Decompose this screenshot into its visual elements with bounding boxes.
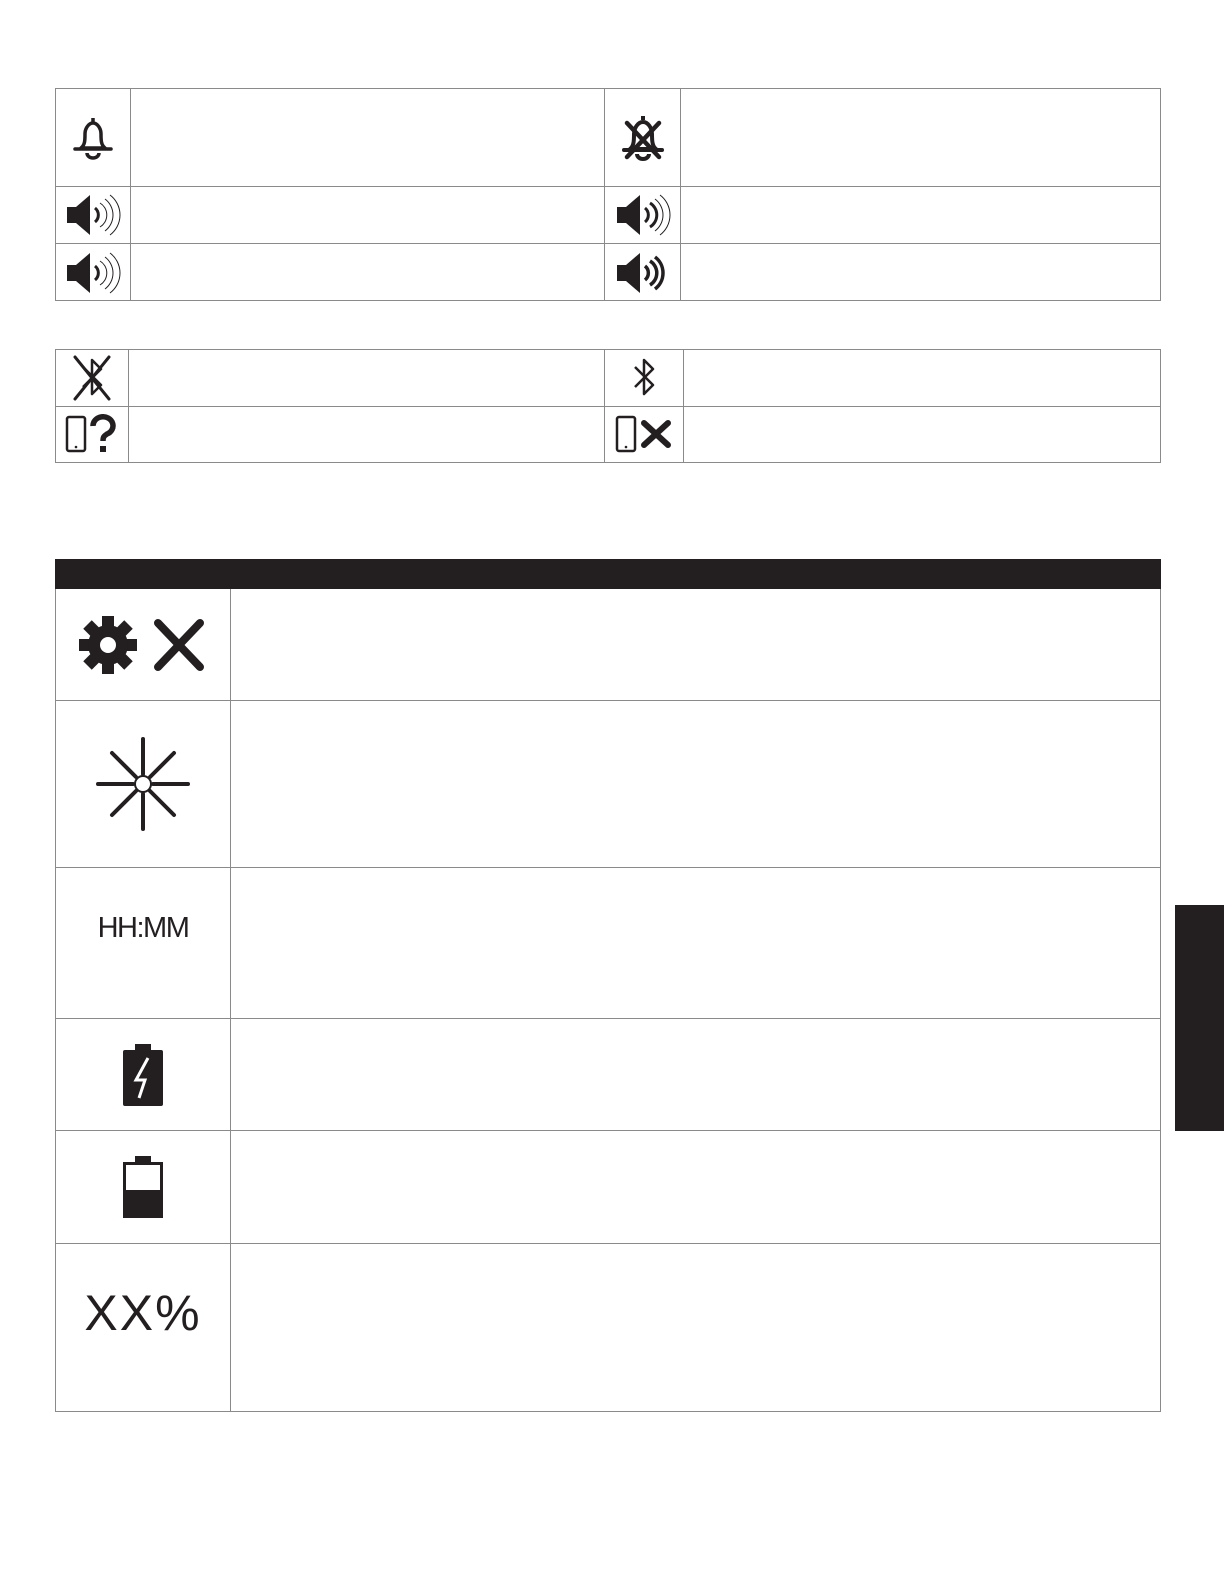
settings-cancel-icon — [56, 590, 230, 700]
speaker-volume-4-icon — [605, 244, 680, 301]
flash-burst-icon — [56, 701, 230, 867]
percent-readout-icon — [56, 1244, 230, 1412]
table-divider — [130, 88, 131, 301]
phone-x-icon — [605, 407, 683, 463]
section-thumb-tab — [1175, 905, 1224, 1131]
bluetooth-on-icon — [605, 350, 683, 406]
percent-readout-label: XX% — [84, 1285, 202, 1341]
speaker-volume-1-icon — [56, 187, 130, 243]
time-format-label: HH:MM — [97, 912, 189, 944]
bell-icon — [56, 89, 130, 186]
table-divider — [230, 589, 231, 1412]
battery-half-icon — [56, 1131, 230, 1243]
bluetooth-off-icon — [56, 350, 128, 406]
table-divider — [680, 88, 681, 301]
bell-muted-icon — [605, 89, 680, 186]
speaker-volume-3-icon — [56, 244, 130, 301]
battery-charging-icon — [56, 1019, 230, 1130]
table-header-bar — [55, 559, 1161, 589]
phone-question-icon — [56, 407, 128, 463]
speaker-volume-2-icon — [605, 187, 680, 243]
time-format-icon — [56, 868, 230, 1018]
